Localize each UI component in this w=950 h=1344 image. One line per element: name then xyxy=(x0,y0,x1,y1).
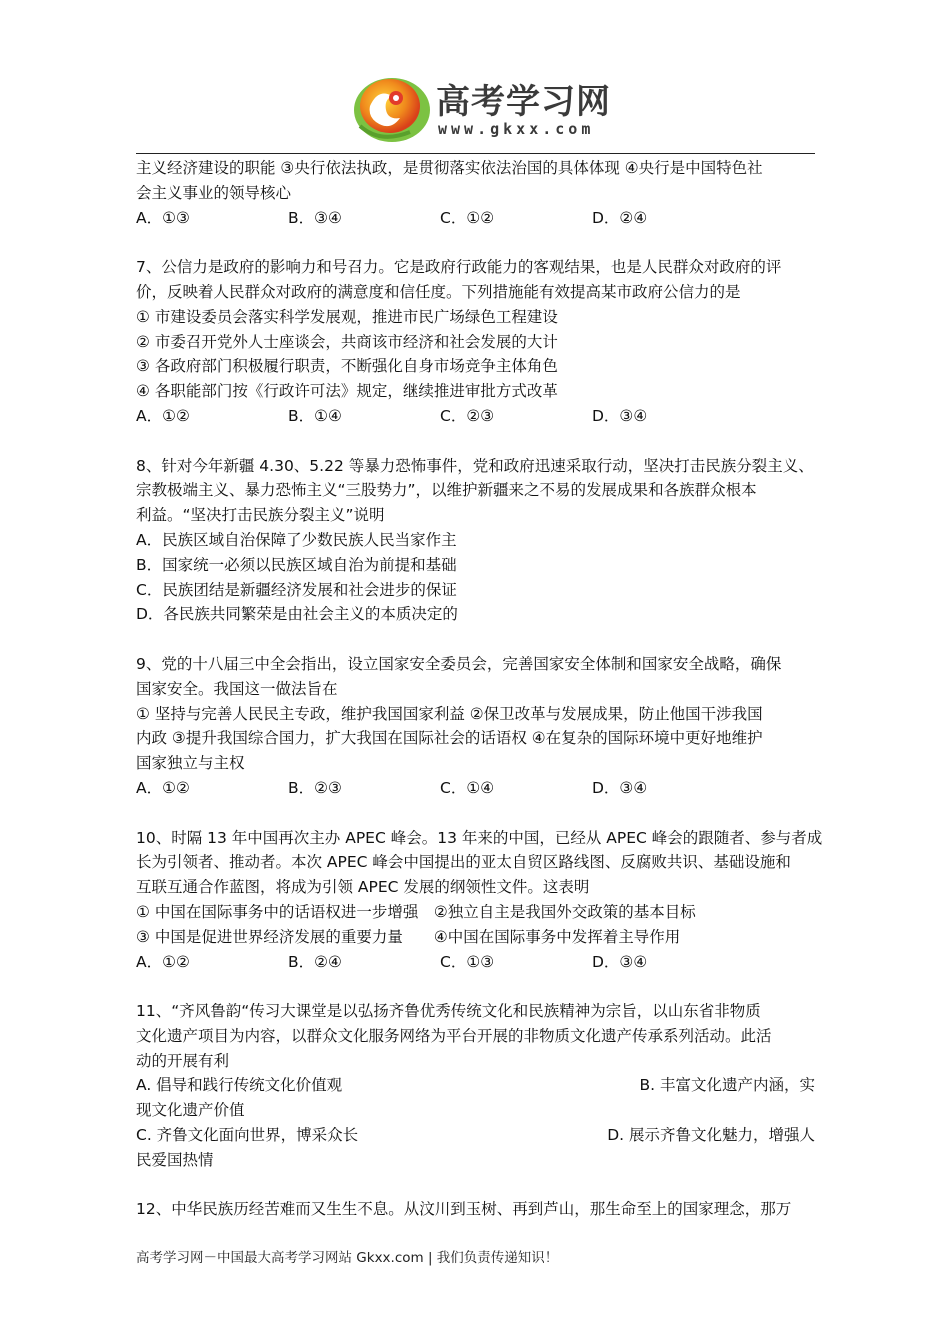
page-footer: 高考学习网－中国最大高考学习网站 Gkxx.com | 我们负责传递知识！ xyxy=(136,1250,559,1266)
q6-option-a: A．①③ xyxy=(136,208,190,227)
q10-line-3: 互联互通合作蓝图，将成为引领 APEC 发展的纲领性文件。这表明 xyxy=(136,878,590,897)
logo-icon xyxy=(346,66,436,146)
q10-line-4: ① 中国在国际事务中的话语权进一步增强 ②独立自主是我国外交政策的基本目标 xyxy=(136,902,696,921)
q9-options xyxy=(136,776,815,801)
q9-line-3: ① 坚持与完善人民民主专政，维护我国国家利益 ②保卫改革与发展成果，防止他国干涉我国 xyxy=(136,704,763,723)
q9-option-b: B．②③ xyxy=(288,778,342,797)
q7-option-a: A．①② xyxy=(136,406,190,425)
header-divider xyxy=(136,153,815,154)
q11-options-cd xyxy=(136,1123,815,1148)
q9-line-5: 国家独立与主权 xyxy=(136,754,245,773)
q10-options xyxy=(136,950,815,975)
q8-line-1: 8、针对今年新疆 4.30、5.22 等暴力恐怖事件，党和政府迅速采取行动，坚决打击民族分裂主义、 xyxy=(136,456,814,475)
q10-option-b: B．②④ xyxy=(288,952,342,971)
q6-line-1: 主义经济建设的职能 ③央行依法执政，是贯彻落实依法治国的具体体现 ④央行是中国特色社 xyxy=(136,159,763,177)
q7-line-6: ④ 各职能部门按《行政许可法》规定，继续推进审批方式改革 xyxy=(136,382,558,401)
q7-option-c: C．②③ xyxy=(440,406,495,425)
q7-line-2: 价，反映着人民群众对政府的满意度和信任度。下列措施能有效提高某市政府公信力的是 xyxy=(136,282,741,301)
q10-line-2: 长为引领者、推动者。本次 APEC 峰会中国提出的亚太自贸区路线图、反腐败共识、基础设施和 xyxy=(136,853,791,872)
q12-line-1: 12、中华民族历经苦难而又生生不息。从汶川到玉树、再到芦山，那生命至上的国家理念，那万 xyxy=(136,1200,792,1219)
q11-line-2: 文化遗产项目为内容，以群众文化服务网络为平台开展的非物质文化遗产传承系列活动。此活 xyxy=(136,1026,772,1045)
q8-option-c: C．民族团结是新疆经济发展和社会进步的保证 xyxy=(136,580,457,599)
q7-option-d: D．③④ xyxy=(592,406,648,425)
q8-option-b: B．国家统一必须以民族区域自治为前提和基础 xyxy=(136,555,457,574)
q8-line-2: 宗教极端主义、暴力恐怖主义“三股势力”，以维护新疆来之不易的发展成果和各族群众根本 xyxy=(136,481,757,500)
q11-option-b: B. 丰富文化遗产内涵，实 xyxy=(639,1076,815,1095)
q7-line-4: ② 市委召开党外人士座谈会，共商该市经济和社会发展的大计 xyxy=(136,332,558,351)
q11-option-b-continued: 现文化遗产价值 xyxy=(136,1101,245,1120)
q11-option-a: A. 倡导和践行传统文化价值观 xyxy=(136,1076,343,1095)
q7-line-5: ③ 各政府部门积极履行职责，不断强化自身市场竞争主体角色 xyxy=(136,357,558,376)
q11-options-ab xyxy=(136,1073,815,1098)
q9-option-d: D．③④ xyxy=(592,778,648,797)
q11-option-d: D. 展示齐鲁文化魅力，增强人 xyxy=(607,1126,815,1145)
q8-option-d: D．各民族共同繁荣是由社会主义的本质决定的 xyxy=(136,605,458,624)
q10-option-d: D．③④ xyxy=(592,952,648,971)
q6-option-c: C．①② xyxy=(440,208,495,227)
q10-line-1: 10、时隔 13 年中国再次主办 APEC 峰会。13 年来的中国，已经从 APEC 峰会的跟随者、参与者成 xyxy=(136,828,823,847)
q10-option-c: C．①③ xyxy=(440,952,495,971)
q9-line-4: 内政 ③提升我国综合国力，扩大我国在国际社会的话语权 ④在复杂的国际环境中更好地维护 xyxy=(136,729,763,748)
q8-option-a: A．民族区域自治保障了少数民族人民当家作主 xyxy=(136,530,457,549)
q9-line-2: 国家安全。我国这一做法旨在 xyxy=(136,679,338,698)
q7-option-b: B．①④ xyxy=(288,406,342,425)
q7-options xyxy=(136,404,815,429)
q6-options xyxy=(136,206,815,231)
q6-option-d: D．②④ xyxy=(592,208,648,227)
logo-text: 高考学习网 xyxy=(436,82,611,122)
logo-url: www.gkxx.com xyxy=(438,120,595,138)
q10-line-5: ③ 中国是促进世界经济发展的重要力量 ④中国在国际事务中发挥着主导作用 xyxy=(136,927,681,946)
q9-option-c: C．①④ xyxy=(440,778,495,797)
q6-line-2: 会主义事业的领导核心 xyxy=(136,183,292,202)
q10-option-a: A．①② xyxy=(136,952,190,971)
q9-line-1: 9、党的十八届三中全会指出，设立国家安全委员会，完善国家安全体制和国家安全战略，确保 xyxy=(136,654,782,673)
q11-line-3: 动的开展有利 xyxy=(136,1051,230,1070)
q7-line-1: 7、公信力是政府的影响力和号召力。它是政府行政能力的客观结果，也是人民群众对政府的评 xyxy=(136,258,782,277)
q7-line-3: ① 市建设委员会落实科学发展观，推进市民广场绿色工程建设 xyxy=(136,307,558,326)
q11-option-d-continued: 民爱国热情 xyxy=(136,1150,214,1169)
q9-option-a: A．①② xyxy=(136,778,190,797)
page-header xyxy=(0,0,950,160)
q6-option-b: B．③④ xyxy=(288,208,342,227)
q8-line-3: 利益。“坚决打击民族分裂主义”说明 xyxy=(136,506,385,525)
q11-line-1: 11、“齐风鲁韵“传习大课堂是以弘扬齐鲁优秀传统文化和民族精神为宗旨，以山东省非物质 xyxy=(136,1002,761,1021)
document-body xyxy=(136,156,823,1222)
q11-option-c: C. 齐鲁文化面向世界，博采众长 xyxy=(136,1126,359,1145)
